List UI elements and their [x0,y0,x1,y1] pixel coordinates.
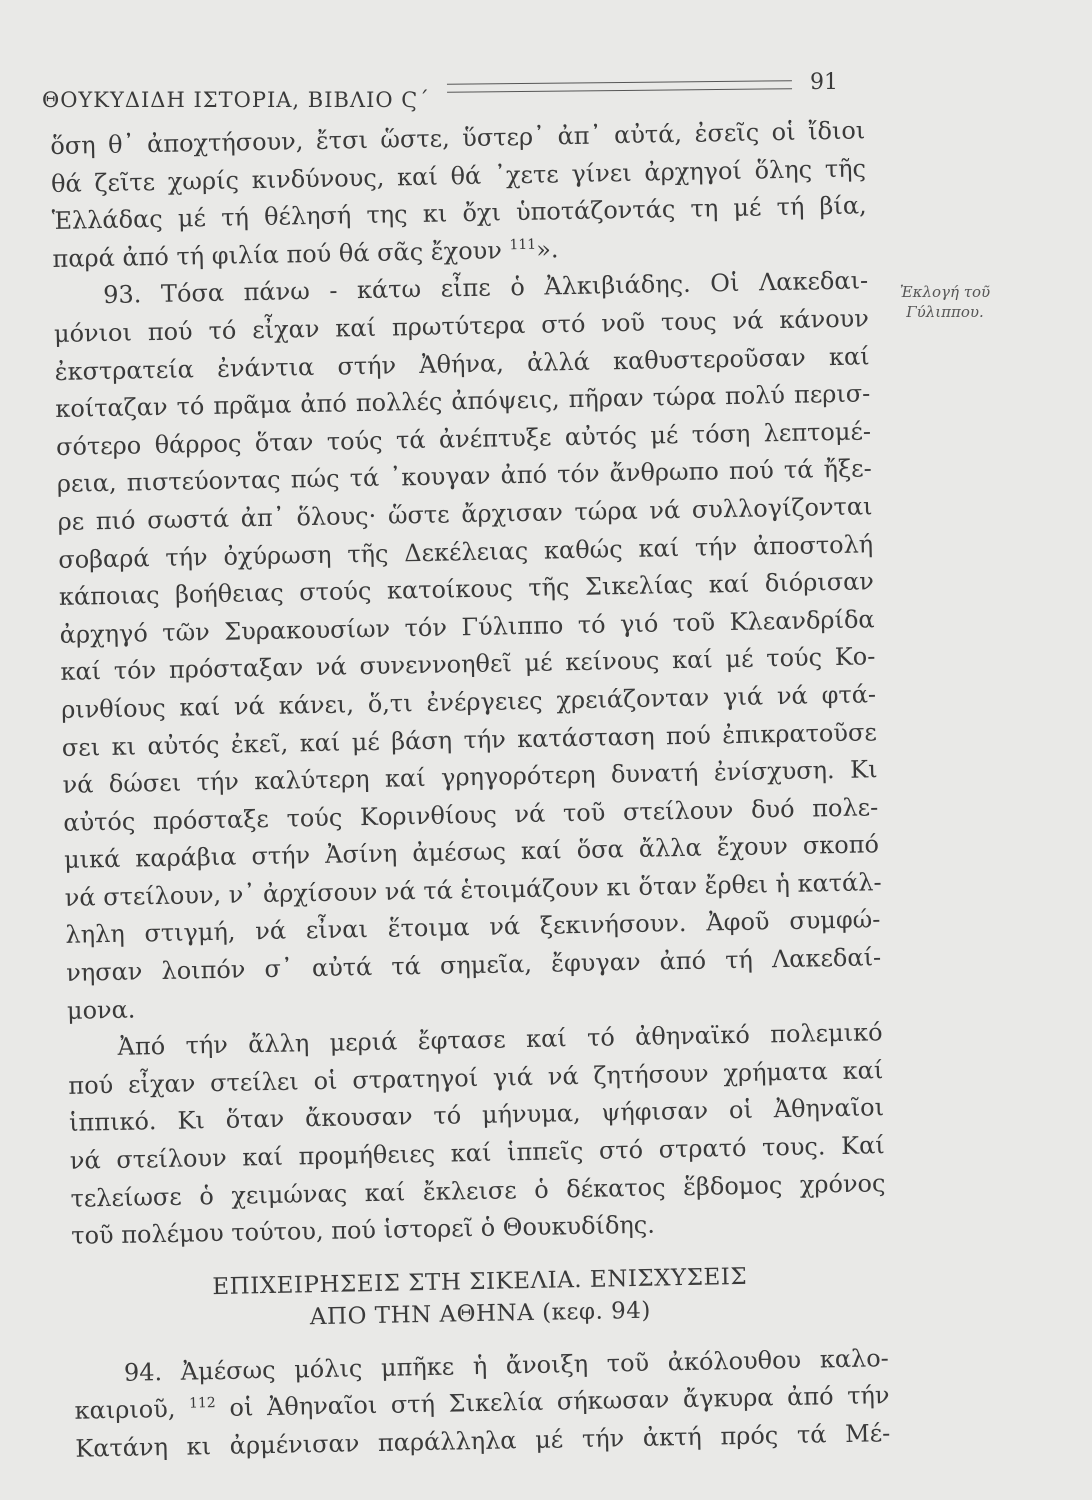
text-line: σότερο θάρρος ὅταν τούς τά ἀνέπτυξε αὐτός μέ τόση λεπτομέ- [55,417,872,461]
text-line: τοῦ πολέμου τούτου, πού ἱστορεῖ ὁ Θουκυδίδης. [71,1210,656,1251]
section-heading: ΑΠΟ ΤΗΝ ΑΘΗΝΑ (κεφ. 94) [309,1297,652,1331]
text-line: αὐτός πρόσταξε τούς Κορινθίους νά τοῦ στείλουν δυό πολε- [63,792,879,837]
text-line: Ἀπό τήν ἄλλη μεριά ἔφτασε καί τό ἀθηναϊκό πολεμικό [117,1018,883,1062]
text-span: παρά ἀπό τή φιλία πού θά σᾶς ἔχουν [52,236,503,273]
text-span: οἱ Ἀθηναῖοι στή Σικελία σήκωσαν ἄγκυρα ἀπό τήν [229,1381,890,1423]
text-line: θά ζεῖτε χωρίς κινδύνους, καί θά ᾽χετε γίνει ἀρχηγοί ὅλης τῆς [50,153,867,198]
text-line: ρε πιό σωστά ἀπ᾽ ὅλους· ὥστε ἄρχισαν τώρα νά συλλογίζονται [57,492,873,536]
text-line: ἀρχηγό τῶν Συρακουσίων τόν Γύλιππο τό γιό τοῦ Κλεανδρίδα [59,604,875,649]
text-line: τελείωσε ὁ χειμώνας καί ἔκλεισε ὁ δέκατος ἕβδομος χρόνος [70,1168,886,1213]
text-line: ρινθίους καί νά κάνει, ὅ,τι ἐνέργειες χρειάζονταν γιά νά φτά- [60,680,877,724]
text-line: καί τόν πρόσταξαν νά συνεννοηθεῖ μέ κείνους καί μέ τούς Κο- [60,642,876,687]
margin-note [870,282,1020,322]
text-span: ». [535,235,559,264]
text-line: μόνιοι πού τό εἶχαν καί πρωτύτερα στό νοῦ τους νά κάνουν [53,304,870,348]
text-line: 93. Τόσα πάνω - κάτω εἶπε ὁ Ἀλκιβιάδης. Οἱ Λακεδαι- [102,266,869,310]
text-line: μονα. [66,995,136,1025]
page-header [42,70,842,110]
text-line: ὅση θ᾽ ἀποχτήσουν, ἔτσι ὥστε, ὕστερ᾽ ἀπ᾽ αὐτά, ἐσεῖς οἱ ἴδιοι [50,116,866,160]
page-number: 91 [810,70,838,95]
text-line: ἱππικό. Κι ὅταν ἄκουσαν τό μήνυμα, ψήφισαν οἱ Ἀθηναῖοι [68,1093,885,1138]
text-line: ληλη στιγμή, νά εἶναι ἕτοιμα νά ξεκινήσουν. Ἀφοῦ συμφώ- [65,905,881,950]
text-line: νά δώσει τήν καλύτερη καί γρηγορότερη δυνατή ἐνίσχυση. Κι [62,755,878,799]
header-rule [447,80,792,93]
text-line: νησαν λοιπόν σ᾽ αὐτά τά σημεῖα, ἔφυγαν ἀπό τή Λακεδαί- [65,943,882,987]
text-line: Ἑλλάδας μέ τή θέλησή της κι ὄχι ὑποτάζοντάς τη μέ τή βία, [51,191,867,236]
text-line: ρεια, πιστεύοντας πώς τά ᾽κουγαν ἀπό τόν ἄνθρωπο πού τά ἤξε- [56,454,872,499]
text-line: σει κι αὐτός ἐκεῖ, καί μέ βάση τήν κατάσταση πού ἐπικρατοῦσε [61,717,878,762]
text-line: νά στείλουν καί προμήθειες καί ἱππεῖς στό στρατό τους. Καί [69,1131,885,1175]
text-line: νά στείλουν, ν᾽ ἀρχίσουν νά τά ἑτοιμάζουν κι ὅταν ἔρθει ἡ κατάλ- [64,868,882,912]
margin-note-line: Ἐκλογή τοῦ [899,283,991,301]
text-line: κάποιας βοήθειας στούς κατοίκους τῆς Σικελίας καί διόρισαν [58,567,875,612]
text-line: κοίταζαν τό πρᾶμα ἀπό πολλές ἀπόψεις, πῆραν τώρα πολύ περισ- [55,379,871,424]
text-line: μικά καράβια στήν Ἀσίνη ἀμέσως καί ὅσα ἄλλα ἔχουν σκοπό [63,830,880,875]
running-head: ΘΟΥΚΥΔΙΔΗ ΙΣΤΟΡΙΑ, ΒΙΒΛΙΟ Ϛ΄ [42,88,430,112]
text-line: ἐκστρατεία ἐνάντια στήν Ἀθήνα, ἀλλά καθυστεροῦσαν καί [54,341,870,386]
section-heading: ΕΠΙΧΕΙΡΗΣΕΙΣ ΣΤΗ ΣΙΚΕΛΙΑ. ΕΝΙΣΧΥΣΕΙΣ [212,1263,748,1300]
text-line: πού εἶχαν στείλει οἱ στρατηγοί γιά νά ζητήσουν χρήματα καί [68,1056,884,1100]
footnote-marker: 112 [188,1395,216,1412]
text-line: 94. Ἀμέσως μόλις μπῆκε ἡ ἄνοιξη τοῦ ἀκόλουθου καλο- [123,1343,890,1387]
text-span: καιριοῦ, [74,1395,176,1426]
margin-note-line: Γύλιππου. [906,303,984,321]
footnote-marker: 111 [509,236,537,253]
text-line: Κατάνη κι ἀρμένισαν παράλληλα μέ τήν ἀκτή πρός τά Μέ- [75,1419,891,1463]
text-line: σοβαρά τήν ὀχύρωση τῆς Δεκέλειας καθώς καί τήν ἀποστολή [58,529,874,574]
body-text [50,112,891,1468]
